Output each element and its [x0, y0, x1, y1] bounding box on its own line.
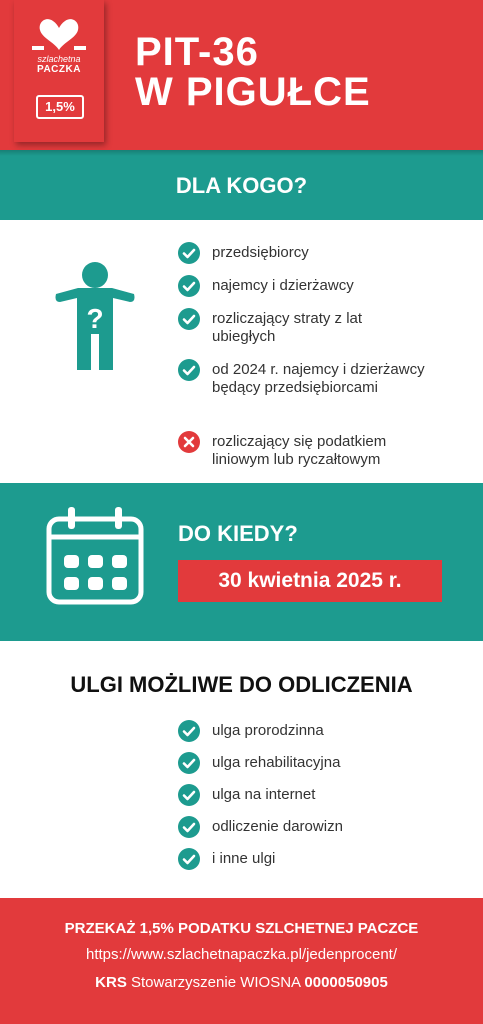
person-question-icon	[52, 258, 138, 372]
svg-text:?: ?	[86, 303, 104, 334]
who-section-bar	[0, 150, 483, 220]
list-item	[178, 310, 408, 346]
who-list	[178, 244, 468, 469]
who-item-3: rozliczający straty z lat ubiegłych	[212, 310, 363, 345]
who-item-2: najemcy i dzierżawcy	[212, 277, 354, 294]
page-title-line1: PIT-36	[135, 30, 259, 74]
check-icon	[178, 752, 200, 774]
list-item	[178, 818, 438, 836]
divider	[0, 150, 483, 156]
page-title-line2: W PIGUŁCE	[135, 70, 371, 114]
footer-krs	[0, 974, 483, 991]
footer-cta: PRZEKAŻ 1,5% PODATKU SZLCHETNEJ PACZCE	[64, 920, 419, 937]
who-title: DLA KOGO?	[175, 173, 308, 198]
relief-item-1: ulga prorodzinna	[212, 722, 324, 739]
relief-item-4: odliczenie darowizn	[212, 818, 343, 835]
logo[interactable]	[14, 0, 104, 142]
deadline-date: 30 kwietnia 2025 r.	[178, 560, 442, 602]
logo-script-text: szlachetna	[37, 54, 81, 64]
krs-label: KRS	[95, 974, 127, 991]
logo-name-text: PACZKA	[37, 64, 81, 75]
footer-url-link[interactable]: https://www.szlachetnapaczka.pl/jedenprocent/	[85, 946, 397, 963]
logo-badge: 1,5%	[36, 95, 84, 119]
who-no-item-1: rozliczający się podatkiem liniowym lub ryczałtowym	[212, 433, 387, 468]
cross-icon	[178, 431, 200, 453]
relief-item-5: i inne ulgi	[212, 850, 276, 867]
header	[0, 0, 483, 150]
list-item	[178, 850, 438, 868]
list-item	[178, 277, 468, 295]
list-item	[178, 244, 468, 262]
deadline-title: DO KIEDY?	[178, 521, 298, 546]
check-icon	[178, 816, 200, 838]
list-item	[178, 754, 438, 772]
check-icon	[178, 848, 200, 870]
check-icon	[178, 242, 200, 264]
reliefs-title: ULGI MOŻLIWE DO ODLICZENIA	[70, 672, 413, 697]
calendar-icon	[46, 505, 144, 605]
reliefs-list	[178, 722, 438, 868]
relief-item-2: ulga rehabilitacyjna	[212, 754, 341, 771]
check-icon	[178, 720, 200, 742]
footer	[0, 898, 483, 1024]
who-item-1: przedsiębiorcy	[212, 244, 309, 261]
krs-number: 0000050905	[304, 974, 388, 991]
list-item	[178, 433, 428, 469]
list-item	[178, 786, 438, 804]
check-icon	[178, 308, 200, 330]
check-icon	[178, 359, 200, 381]
who-item-4: od 2024 r. najemcy i dzierżawcy będący przedsiębiorcami	[212, 361, 425, 396]
list-item	[178, 361, 468, 397]
list-item	[178, 722, 438, 740]
check-icon	[178, 784, 200, 806]
krs-org: Stowarzyszenie WIOSNA	[131, 974, 301, 991]
check-icon	[178, 275, 200, 297]
relief-item-3: ulga na internet	[212, 786, 316, 803]
